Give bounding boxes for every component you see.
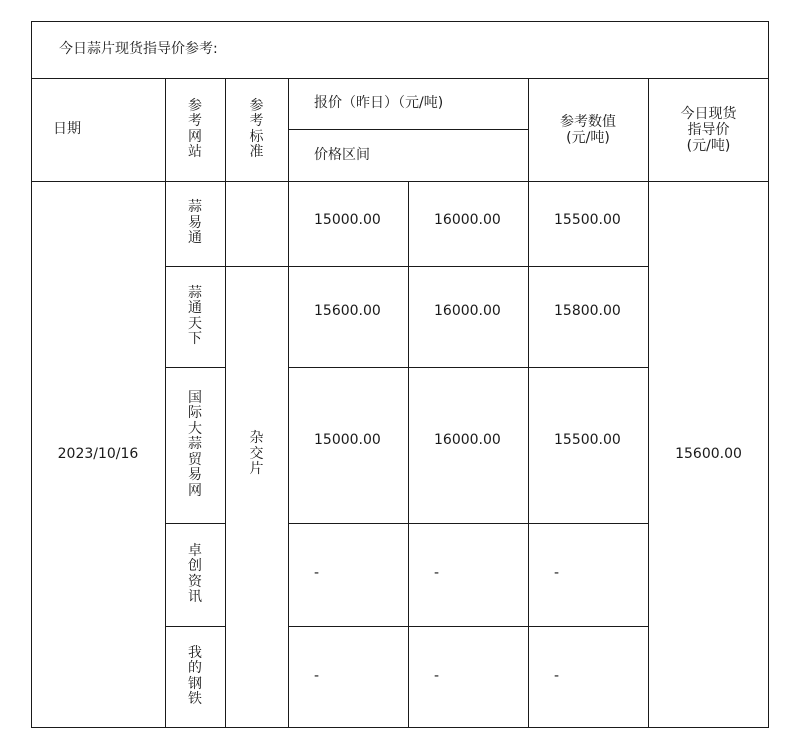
site-cell [165, 266, 225, 367]
header-range: 价格区间 [314, 146, 370, 163]
site-text: 我的钢铁 [188, 644, 202, 707]
site-cell [165, 181, 225, 266]
header-site-text: 参考网站 [188, 97, 202, 160]
price-low-cell: - [314, 565, 320, 581]
standard-cell [225, 181, 288, 728]
ref-value-cell: 15500.00 [554, 212, 621, 228]
header-ref-value [528, 78, 648, 181]
site-cell [165, 367, 225, 523]
price-high-cell: - [434, 565, 440, 581]
header-date: 日期 [53, 121, 81, 137]
price-low-cell: - [314, 668, 320, 684]
ref-value-cell: 15500.00 [554, 432, 621, 448]
price-high-cell: - [434, 668, 440, 684]
ref-value-cell: 15800.00 [554, 303, 621, 319]
site-text: 蒜通天下 [188, 284, 202, 347]
site-text: 国际大蒜贸易网 [188, 389, 202, 499]
ref-value-cell: - [554, 565, 560, 581]
price-high-cell: 16000.00 [434, 432, 501, 448]
price-table [31, 21, 769, 728]
header-ref-value-text: 参考数值 (元/吨) [560, 113, 616, 146]
price-low-cell: 15000.00 [314, 212, 381, 228]
guide-price-cell: 15600.00 [675, 446, 742, 462]
header-site [165, 78, 225, 181]
table-title: 今日蒜片现货指导价参考: [59, 41, 218, 57]
price-high-cell: 16000.00 [434, 303, 501, 319]
header-standard-text: 参考标准 [249, 97, 264, 160]
site-cell [165, 523, 225, 626]
date-cell: 2023/10/16 [57, 446, 139, 462]
header-guide-price-text: 今日现货 指导价 (元/吨) [680, 105, 737, 154]
site-text: 蒜易通 [188, 199, 202, 247]
price-low-cell: 15000.00 [314, 432, 381, 448]
price-low-cell: 15600.00 [314, 303, 381, 319]
header-quote: 报价（昨日）（元/吨) [314, 95, 444, 111]
ref-value-cell: - [554, 668, 560, 684]
site-cell [165, 626, 225, 727]
price-high-cell: 16000.00 [434, 212, 501, 228]
header-standard [225, 78, 288, 181]
header-guide-price [648, 78, 769, 181]
site-text: 卓创资讯 [188, 542, 202, 605]
standard-text: 杂交片 [249, 430, 264, 478]
